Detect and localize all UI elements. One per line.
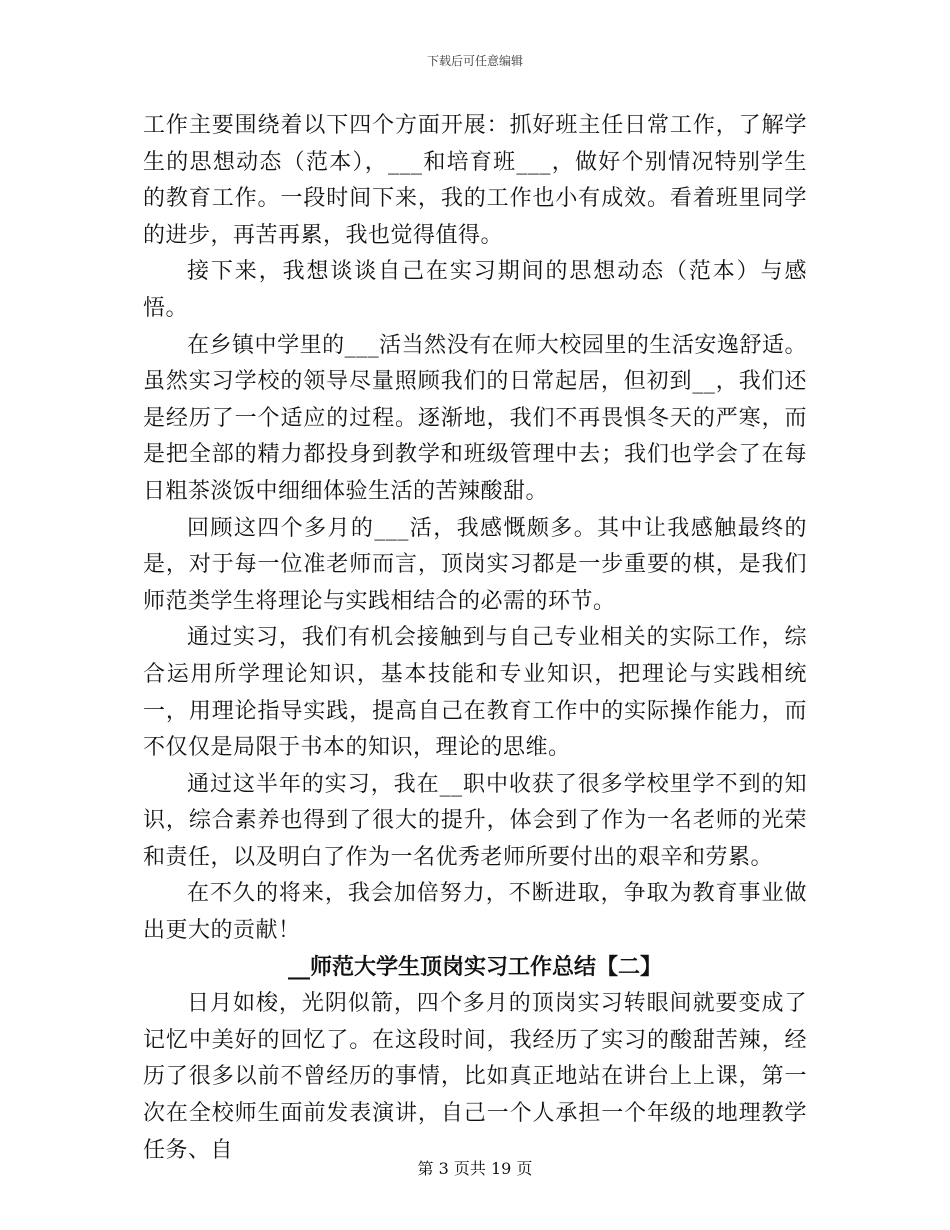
paragraph: 通过实习，我们有机会接触到与自己专业相关的实际工作，综合运用所学理论知识，基本技能和专业知识，把理论与实践相统一，用理论指导实践，提高自己在教育工作中的实际操作能力，而不仅仅是局限于书本的知识，理论的思维。 <box>143 625 807 761</box>
page-footer: 第 3 页共 19 页 <box>417 1159 533 1178</box>
paragraph: 在不久的将来，我会加倍努力，不断进取，争取为教育事业做出更大的贡献！ <box>143 881 807 944</box>
paragraph: 在乡镇中学里的___活当然没有在师大校园里的生活安逸舒适。虽然实习学校的领导尽量照顾我们的日常起居，但初到__，我们还是经历了一个适应的过程。逐渐地，我们不再畏惧冬天的严寒，而是把全部的精力都投身到教学和班级管理中去；我们也学会了在每日粗茶淡饭中细细体验生活的苦辣酸甜。 <box>143 332 807 504</box>
page-header: 下载后可任意编辑 <box>426 54 523 68</box>
paragraph: 日月如梭，光阴似箭，四个多月的顶岗实习转眼间就要变成了记忆中美好的回忆了。在这段时间，我经历了实习的酸甜苦辣，经历了很多以前不曾经历的事情，比如真正地站在讲台上上课，第一次在全校师生面前发表演讲，自己一个人承担一个年级的地理教学任务、自 <box>143 991 807 1163</box>
paragraph: 接下来，我想谈谈自己在实习期间的思想动态（范本）与感悟。 <box>143 259 807 321</box>
document-body <box>143 108 807 1169</box>
paragraph: 回顾这四个多月的___活，我感慨颇多。其中让我感触最终的是，对于每一位准老师而言，顶岗实习都是一步重要的棋，是我们师范类学生将理论与实践相结合的必需的环节。 <box>143 515 807 614</box>
paragraph: 通过这半年的实习，我在__职中收获了很多学校里学不到的知识，综合素养也得到了很大的提升，体会到了作为一名老师的光荣和责任，以及明白了作为一名优秀老师所要付出的艰辛和劳累。 <box>143 771 807 870</box>
paragraph-continued: 工作主要围绕着以下四个方面开展：抓好班主任日常工作，了解学生的思想动态（范本），___和培育班___，做好个别情况特别学生的教育工作。一段时间下来，我的工作也小有成效。看着班里同学的进步，再苦再累，我也觉得值得。 <box>143 113 807 248</box>
section-title: __师范大学生顶岗实习工作总结【二】 <box>287 954 662 980</box>
